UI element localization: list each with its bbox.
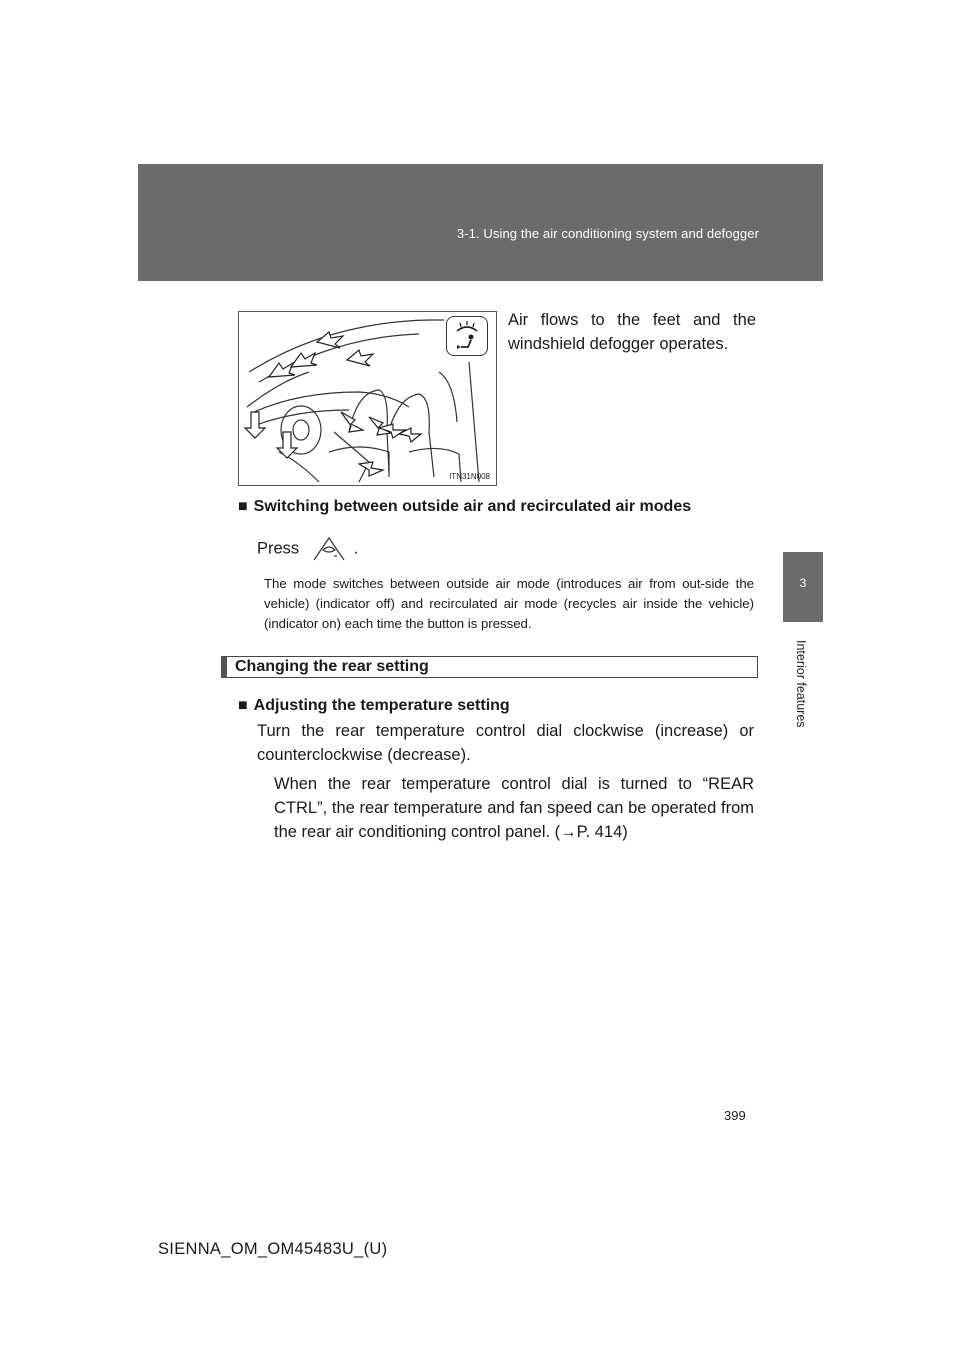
temperature-heading — [238, 697, 510, 715]
foot-windshield-defog-icon — [446, 316, 488, 356]
recirculate-air-icon — [312, 536, 346, 562]
bullet-square: ■ — [238, 697, 248, 714]
temperature-body: Turn the rear temperature control dial clockwise (increase) or counterclockwise (decrease). — [257, 722, 754, 764]
section-bar-title: Changing the rear setting — [235, 658, 429, 675]
switching-note: The mode switches between outside air mode (introduces air from out-side the vehicle) (indicator off) and recirculated air mode (recycles air inside the vehicle) (indicator on) each time the button is pressed. — [264, 576, 754, 631]
section-bar-rear-setting — [221, 656, 758, 678]
airflow-caption: Air flows to the feet and the windshield defogger operates. — [508, 311, 756, 353]
press-instruction — [257, 536, 358, 562]
illustration-code: ITN31N008 — [449, 472, 490, 481]
page-number: 399 — [724, 1108, 746, 1123]
press-word: Press — [257, 539, 300, 558]
press-suffix: . — [353, 539, 359, 558]
temperature-heading-text: Adjusting the temperature setting — [253, 697, 510, 714]
chapter-number: 3 — [799, 576, 807, 590]
switching-heading — [238, 498, 691, 516]
section-title: 3-1. Using the air conditioning system and defogger — [456, 226, 759, 241]
document-id: SIENNA_OM_OM45483U_(U) — [158, 1240, 388, 1258]
chapter-label: Interior features — [794, 640, 808, 728]
switching-heading-text: Switching between outside air and recirculated air modes — [253, 498, 692, 515]
vehicle-interior-airflow-illustration — [238, 311, 497, 486]
bullet-square: ■ — [238, 498, 248, 515]
rear-ctrl-note: When the rear temperature control dial is turned to “REAR CTRL”, the rear temperature and fan speed can be operated from the rear air conditioning control panel. (→P. 414) — [274, 775, 754, 841]
chapter-tab — [783, 552, 823, 622]
header-band — [138, 164, 823, 281]
